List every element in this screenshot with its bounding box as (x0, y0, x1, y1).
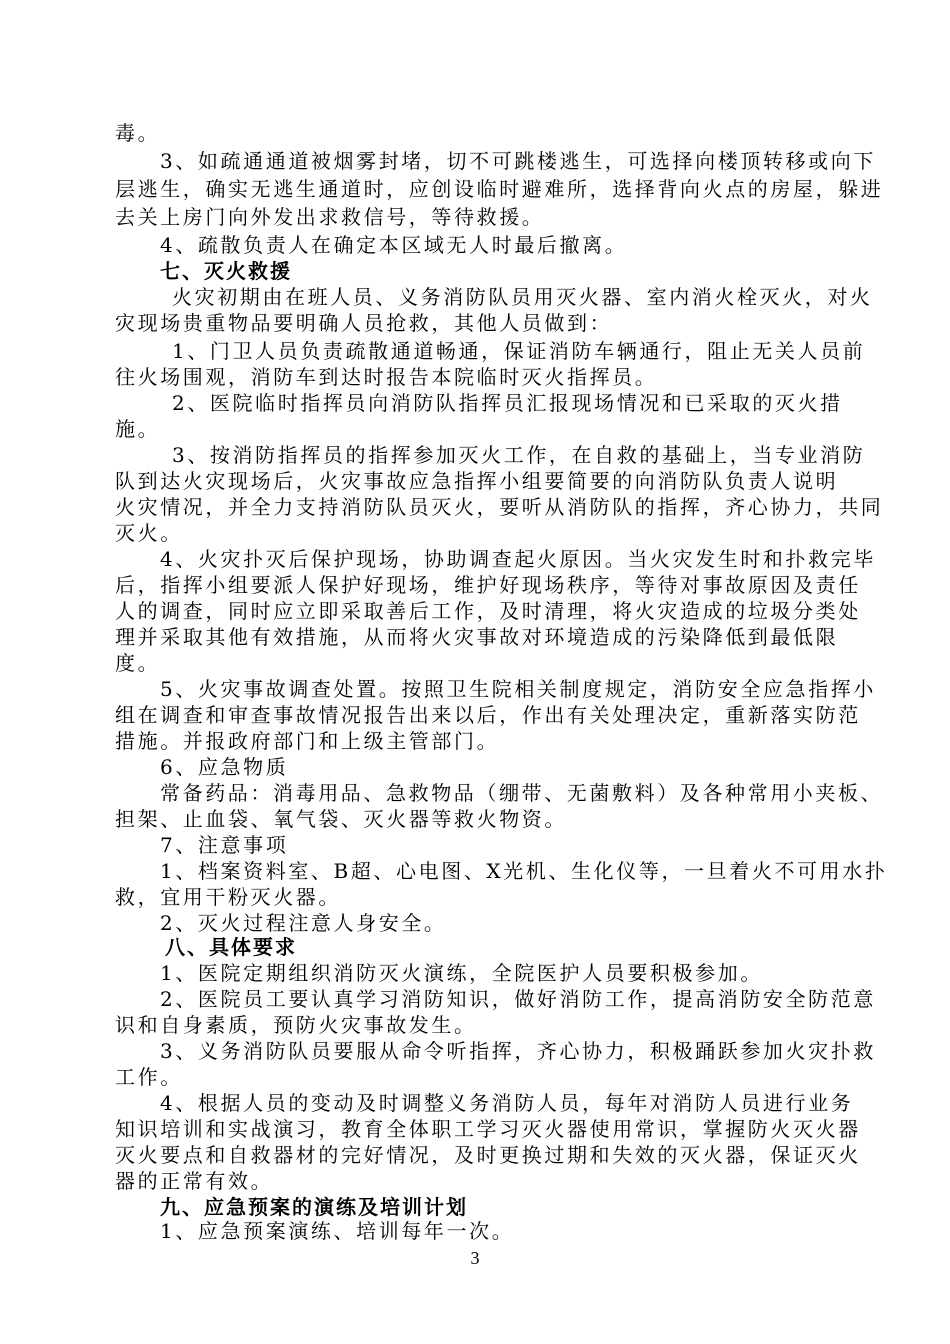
text-line: 队到达火灾现场后，火灾事故应急指挥小组要简要的向消防队负责人说明 (115, 469, 839, 493)
text-line: 1、档案资料室、B超、心电图、X光机、生化仪等，一旦着火不可用水扑 (160, 859, 888, 883)
text-line: 理并采取其他有效措施，从而将火灾事故对环境造成的污染降低到最低限 (115, 625, 839, 649)
text-line: 灭火要点和自救器材的完好情况，及时更换过期和失效的灭火器，保证灭火 (115, 1143, 861, 1167)
text-line: 组在调查和审查事故情况报告出来以后，作出有关处理决定，重新落实防范 (115, 703, 861, 727)
text-line: 后，指挥小组要派人保护好现场，维护好现场秩序，等待对事故原因及责任 (115, 573, 861, 597)
text-line: 施。 (115, 417, 161, 441)
text-line: 人的调查，同时应立即采取善后工作，及时清理，将火灾造成的垃圾分类处 (115, 599, 861, 623)
text-line: 1、医院定期组织消防灭火演练，全院医护人员要积极参加。 (160, 961, 763, 985)
text-line: 3、义务消防队员要服从命令听指挥，齐心协力，积极踊跃参加火灾扑救 (160, 1039, 876, 1063)
text-line: 3、如疏通通道被烟雾封堵，切不可跳楼逃生，可选择向楼顶转移或向下 (160, 149, 876, 173)
section-heading: 七、灭火救援 (160, 259, 292, 283)
text-line: 2、医院员工要认真学习消防知识，做好消防工作，提高消防安全防范意 (160, 987, 876, 1011)
text-line: 4、根据人员的变动及时调整义务消防人员，每年对消防人员进行业务 (160, 1091, 854, 1115)
text-line: 2、灭火过程注意人身安全。 (160, 911, 447, 935)
text-line: 毒。 (115, 121, 161, 145)
text-line: 救，宜用干粉灭火器。 (115, 885, 341, 909)
text-line: 7、注意事项 (160, 833, 289, 857)
text-line: 火灾初期由在班人员、义务消防队员用灭火器、室内消火栓灭火，对火 (172, 285, 873, 309)
text-line: 3、按消防指挥员的指挥参加灭火工作，在自救的基础上，当专业消防 (172, 443, 866, 467)
text-line: 1、门卫人员负责疏散通道畅通，保证消防车辆通行，阻止无关人员前 (172, 339, 866, 363)
text-line: 4、疏散负责人在确定本区域无人时最后撤离。 (160, 233, 628, 257)
page-number: 3 (470, 1248, 480, 1268)
section-heading: 八、具体要求 (165, 935, 297, 959)
text-line: 1、应急预案演练、培训每年一次。 (160, 1219, 515, 1243)
text-line: 去关上房门向外发出求救信号，等待救援。 (115, 205, 545, 229)
text-line: 层逃生，确实无逃生通道时，应创设临时避难所，选择背向火点的房屋，躲进 (115, 177, 884, 201)
text-line: 措施。并报政府部门和上级主管部门。 (115, 729, 500, 753)
text-line: 度。 (115, 651, 161, 675)
text-line: 识和自身素质，预防火灾事故发生。 (115, 1013, 477, 1037)
text-line: 器的正常有效。 (115, 1169, 274, 1193)
text-line: 往火场围观，消防车到达时报告本院临时灭火指挥员。 (115, 365, 658, 389)
text-line: 知识培训和实战演习，教育全体职工学习灭火器使用常识，掌握防火灭火器 (115, 1117, 861, 1141)
text-line: 2、医院临时指挥员向消防队指挥员汇报现场情况和已采取的灭火措 (172, 391, 843, 415)
text-line: 灾现场贵重物品要明确人员抢救，其他人员做到： (115, 311, 613, 335)
text-line: 担架、止血袋、氧气袋、灭火器等救火物资。 (115, 807, 567, 831)
section-heading: 九、应急预案的演练及培训计划 (160, 1195, 468, 1219)
text-line: 工作。 (115, 1065, 183, 1089)
text-line: 6、应急物质 (160, 755, 289, 779)
text-line: 灭火。 (115, 521, 183, 545)
text-line: 常备药品：消毒用品、急救物品（绷带、无菌敷料）及各种常用小夹板、 (160, 781, 884, 805)
text-line: 火灾情况，并全力支持消防队员灭火，要听从消防队的指挥，齐心协力，共同 (115, 495, 884, 519)
text-line: 4、火灾扑灭后保护现场，协助调查起火原因。当火灾发生时和扑救完毕 (160, 547, 876, 571)
text-line: 5、火灾事故调查处置。按照卫生院相关制度规定，消防安全应急指挥小 (160, 677, 876, 701)
